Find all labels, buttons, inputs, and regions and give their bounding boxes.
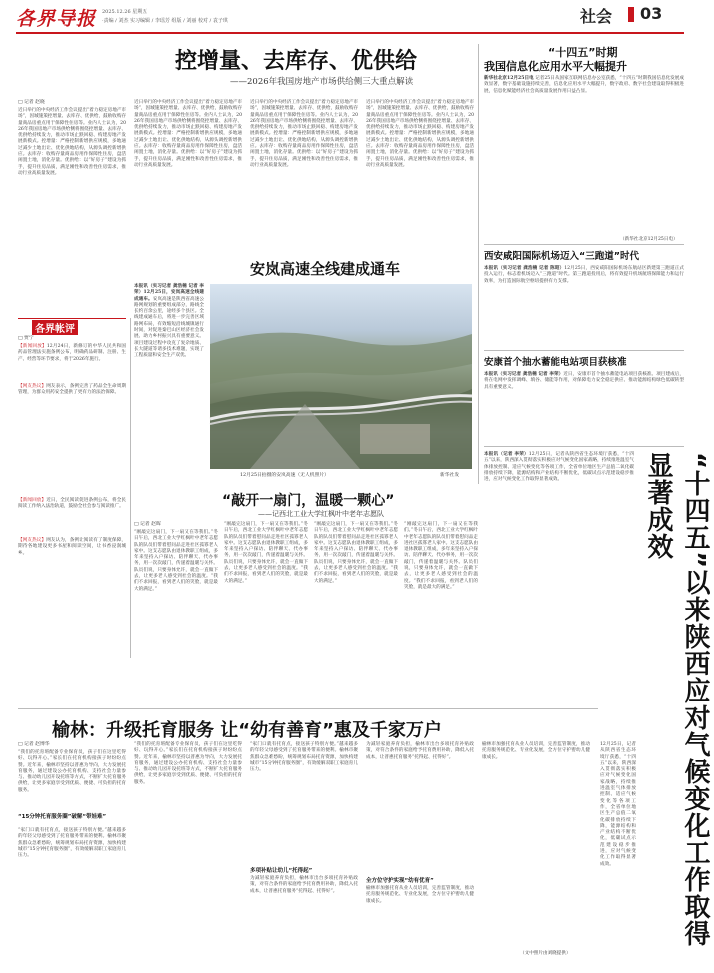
airport-rule — [484, 244, 684, 245]
community-byline: □ 记者 赵晖 — [134, 522, 161, 527]
climate-continued: 12月25日，记者从陕西省生态环境厅获悉，“十四五”以来，陕西深入贯彻落实积极应对气候变化国家战略，持续推进温室气体排放控制、适应气候变化等各项工作，全省单位地区生产总值二氧化碳排放持续下降，能源结构和产业结构不断优化，低碳试点示范建设稳步推进，应对气候变化工作取得显著成效。 — [600, 742, 636, 867]
community-subhead: ——记西北工业大学红枫叶中老年志愿队 — [258, 510, 384, 518]
column-box — [18, 318, 126, 713]
column-author: □ 贾宁 — [18, 336, 34, 341]
airport-title: 西安咸阳国际机场迈入“三跑道”时代 — [484, 251, 639, 262]
column-comment-2: 网友认为，条例让阅读有了制度保障，期待各地建设更多书屋和阅读空间，让书香浸润城乡。 — [18, 538, 126, 556]
page-header — [0, 0, 700, 42]
childcare-rule — [18, 708, 598, 709]
editor-credits: ·责编 / 刘杰 实习编辑 / 李瑶芳 组版 / 刘丽 校对 / 袁子琪 — [102, 18, 228, 24]
climate-vertical-title: “十四五”以来陕西应对气候变化工作取得显著成效 — [643, 452, 710, 948]
header-rule — [16, 32, 684, 34]
childcare-body-3: 为减轻家庭养育负担，榆林市出台多项托育补贴政策，对符合条件的家庭给予托育费用补助，降低入托成本，让普惠托育服务“托得起、托得好”。 — [250, 876, 358, 894]
column-tag-1: 【新闻回放】 — [18, 344, 47, 349]
climate-body — [484, 452, 634, 702]
column-comment-1: 网友表示，条例完善了药品全生命周期管理，为群众用药安全提供了更有力的法治保障。 — [18, 384, 126, 396]
column-label: 各界帐评 — [32, 320, 78, 335]
community-col4: “刚敲完这扇门，下一扇又在等我们。”冬日午后，西北工业大学红枫叶中老年志愿队的队员们带着慰问品走进社区孤寡老人家中。这支志愿队由退休教职工组成，多年来坚持入户探访、陪伴聊天、代办事务，用一次次敲门，传递着温暖与关怀。队员们说，只要身体允许，就会一直做下去，让更多老人感受到社会的温度。“我们不求回报，看到老人们的笑脸，就是最大的满足。” — [404, 522, 478, 590]
main-headline: 控增量、去库存、优供给 — [175, 49, 418, 74]
newspaper-logo: 各界导报 — [16, 8, 97, 30]
childcare-body: “我们的托育班配备专业保育员，孩子们在这里吃得好、玩得开心。”家长们在托育机构接孩子时纷纷点赞。近年来，榆林市坚持以普惠为导向，大力发展托育服务，通过建设公办托育机构、支持社会力量参与、推动幼儿园开设托班等方式，不断扩大托育服务供给，让更多家庭享受到优质、便捷、可负担的托育服务。 — [18, 750, 126, 793]
issue-date: 2025.12.26 星期五 — [102, 9, 148, 15]
right-rule — [478, 44, 479, 484]
section-divider — [628, 7, 634, 22]
power-text: 近日，安康市首个抽水蓄能电站项目获核准。项目建成后，将在电网中发挥调峰、填谷、储能等作用，对保障电力安全稳定供应、推动能源结构绿色低碳转型具有重要意义。 — [484, 372, 684, 390]
power-body — [484, 372, 684, 442]
page-number: 03 — [640, 4, 663, 23]
national-text: 记者25日从国家互联网信息办公室获悉，“十四五”时期我国信息化发展成效显著，数字基础设施持续完善，信息化应用水平大幅提升，数字政府、数字社会建设取得积极进展，信息化赋能经济社会高质量发展作用日益凸显。 — [484, 76, 684, 94]
national-title-small: “十四五”时期 — [548, 46, 618, 59]
childcare-body-2: “家门口就有托育点，接送孩子特别方便。”越来越多的年轻父母感受到了托育服务带来的便利。榆林市聚焦群众急难愁盼，统筹规划布局托育资源，加快构建城市“15分钟托育服务圈”，有效缓解双职工家庭育儿压力。 — [18, 828, 126, 859]
power-title: 安康首个抽水蓄能电站项目获核准 — [484, 357, 627, 368]
childcare-body-4: 榆林市加强托育从业人员培训，完善监管制度，推动托育服务规范化、专业化发展，全方位守护婴幼儿健康成长。 — [366, 886, 474, 904]
childcare-byline: □ 记者 赵博华 — [18, 742, 50, 747]
column-comment-tag-1: 【网友热议】 — [18, 384, 47, 389]
main-body-col3: 近日举行的中央经济工作会议提出“着力稳定房地产市场”，因城施策控增量、去库存、优供给，鼓励收购存量商品房重点用于保障性住房等。业内人士认为，2026年我国房地产市场供给侧将围绕控增量、去库存、优供给持续发力，推动市场止跌回稳、构建房地产发展新模式。控增量：严格控制新增供应规模，多地通过减少土地出让、优化供地结构，从源头调控新增供应。去库存：收购存量商品房用作保障性住房，盘活闲置土地，消化存量。优供给：以“好房子”建设为抓手，提升住房品质，满足刚性和改善性住房需求，推动行业高质量发展。 — [250, 100, 359, 168]
childcare-col4: 为减轻家庭养育负担，榆林市出台多项托育补贴政策，对符合条件的家庭给予托育费用补助，降低入托成本，让普惠托育服务“托得起、托得好”。 — [366, 742, 474, 760]
main-body-col1: 近日举行的中央经济工作会议提出“着力稳定房地产市场”，因城施策控增量、去库存、优供给，鼓励收购存量商品房重点用于保障性住房等。业内人士认为，2026年我国房地产市场供给侧将围绕控增量、去库存、优供给持续发力，推动市场止跌回稳、构建房地产发展新模式。控增量：严格控制新增供应规模，多地通过减少土地出让、优化供地结构，从源头调控新增供应。去库存：收购存量商品房用作保障性住房，盘活闲置土地，消化存量。优供给：以“好房子”建设为抓手，提升住房品质，满足刚性和改善性住房需求，推动行业高质量发展。 — [18, 108, 127, 176]
highway-photo-image — [210, 284, 472, 469]
childcare-col3: “家门口就有托育点，接送孩子特别方便。”越来越多的年轻父母感受到了托育服务带来的便利。榆林市聚焦群众急难愁盼，统筹规划布局托育资源，加快构建城市“15分钟托育服务圈”，有效缓解双职工家庭育儿压力。 — [250, 742, 358, 773]
climate-text: 12月25日，记者从陕西省生态环境厅获悉，“十四五”以来，陕西深入贯彻落实积极应对气候变化国家战略，持续推进温室气体排放控制、适应气候变化等各项工作，全省单位地区生产总值二氧化碳排放持续下降，能源结构和产业结构不断优化，低碳试点示范建设稳步推进，应对气候变化工作取得显著成效。 — [484, 452, 634, 483]
main-body-col2: 近日举行的中央经济工作会议提出“着力稳定房地产市场”，因城施策控增量、去库存、优供给，鼓励收购存量商品房重点用于保障性住房等。业内人士认为，2026年我国房地产市场供给侧将围绕控增量、去库存、优供给持续发力，推动市场止跌回稳、构建房地产发展新模式。控增量：严格控制新增供应规模，多地通过减少土地出让、优化供地结构，从源头调控新增供应。去库存：收购存量商品房用作保障性住房，盘活闲置土地，消化存量。优供给：以“好房子”建设为抓手，提升住房品质，满足刚性和改善性住房需求，推动行业高质量发展。 — [134, 100, 243, 168]
national-credit: （新华社北京12月25日电） — [620, 237, 678, 242]
highway-body — [134, 284, 204, 484]
main-subhead: ——2026年我国房地产市场供给侧三大重点解读 — [230, 77, 414, 87]
power-byline: 本报讯（实习记者 龚浩楠 记者 李荣） — [484, 372, 564, 377]
national-body — [484, 76, 684, 231]
column-comment-tag-2: 【网友热议】 — [18, 538, 47, 543]
column-para-1: 12月24日，新修订的中华人民共和国药品管理法实施条例公布，明确药品研制、注册、生产、经营等环节要求，将于2026年施行。 — [18, 344, 126, 362]
childcare-col5: 榆林市加强托育从业人员培训，完善监管制度，推动托育服务规范化、专业化发展，全方位守护婴幼儿健康成长。 — [482, 742, 590, 760]
power-rule — [484, 350, 684, 351]
airport-text: 12月25日，西安咸阳国际机场东航站区新建第三跑道正式投入运行，标志着机场迈入“三跑道”时代。第三跑道投用后，将有效提升机场航班保障能力和运行效率，为打造国际航空枢纽提供有力支撑。 — [484, 266, 684, 284]
highway-photo — [210, 284, 472, 469]
highway-caption: 12月25日拍摄的安岚高速（无人机照片） — [240, 473, 329, 478]
column-tag-2: 【新闻回放】 — [18, 498, 47, 503]
section-name: 社会 — [580, 7, 613, 26]
highway-byline: 本报讯（实习记者 龚浩楠 记者 李荣）12月25日，安岚高速全线建成通车。 — [134, 284, 204, 302]
community-col2: “刚敲完这扇门，下一扇又在等我们。”冬日午后，西北工业大学红枫叶中老年志愿队的队员们带着慰问品走进社区孤寡老人家中。这支志愿队由退休教职工组成，多年来坚持入户探访、陪伴聊天、代办事务，用一次次敲门，传递着温暖与关怀。队员们说，只要身体允许，就会一直做下去，让更多老人感受到社会的温度。“我们不求回报，看到老人们的笑脸，就是最大的满足。” — [224, 522, 308, 584]
airport-body — [484, 266, 684, 346]
national-dateline: 新华社北京12月25日电 — [484, 76, 534, 81]
childcare-subhead-2: 多项补贴让幼儿“托得起” — [250, 868, 313, 874]
main-byline: □ 记者 赵晓 — [18, 100, 45, 105]
national-title: 我国信息化应用水平大幅提升 — [484, 60, 627, 73]
highway-credit: 新华社发 — [440, 473, 460, 478]
childcare-col2: “我们的托育班配备专业保育员，孩子们在这里吃得好、玩得开心。”家长们在托育机构接孩子时纷纷点赞。近年来，榆林市坚持以普惠为导向，大力发展托育服务，通过建设公办托育机构、支持社会力量参与、推动幼儿园开设托班等方式，不断扩大托育服务供给，让更多家庭享受到优质、便捷、可负担的托育服务。 — [134, 742, 242, 785]
highway-title: 安岚高速全线建成通车 — [250, 260, 401, 278]
childcare-credit: （文中照片由刘晓提供） — [520, 951, 571, 956]
childcare-subhead-1: “15分钟托育服务圈”破解“带娃难” — [18, 814, 107, 820]
childcare-title: 榆林：升级托育服务 让“幼有善育”惠及千家万户 — [52, 720, 442, 741]
main-body-col4: 近日举行的中央经济工作会议提出“着力稳定房地产市场”，因城施策控增量、去库存、优供给，鼓励收购存量商品房重点用于保障性住房等。业内人士认为，2026年我国房地产市场供给侧将围绕控增量、去库存、优供给持续发力，推动市场止跌回稳、构建房地产发展新模式。控增量：严格控制新增供应规模，多地通过减少土地出让、优化供地结构，从源头调控新增供应。去库存：收购存量商品房用作保障性住房，盘活闲置土地，消化存量。优供给：以“好房子”建设为抓手，提升住房品质，满足刚性和改善性住房需求，推动行业高质量发展。 — [366, 100, 475, 168]
airport-byline: 本报讯（实习记者 龚浩楠 记者 陈昭） — [484, 266, 565, 271]
community-col1: “刚敲完这扇门，下一扇又在等我们。”冬日午后，西北工业大学红枫叶中老年志愿队的队员们带着慰问品走进社区孤寡老人家中。这支志愿队由退休教职工组成，多年来坚持入户探访、陪伴聊天、代办事务，用一次次敲门，传递着温暖与关怀。队员们说，只要身体允许，就会一直做下去，让更多老人感受到社会的温度。“我们不求回报，看到老人们的笑脸，就是最大的满足。” — [134, 530, 218, 592]
childcare-subhead-3: 全方位守护实现“幼有优育” — [366, 878, 434, 884]
highway-text: 安岚高速是陕西省高速公路网规划的重要组成部分，路线全长约百余公里，途经多个县区。全线建成通车后，将进一步完善区域路网布局，有效缩短沿线城镇通行时间，对促进秦巴山区经济社会发展、助力乡村振兴具有重要意义。项目建设过程中攻克了复杂地质、长大隧道等诸多技术难题，实现了工程质量和安全生产双优。 — [134, 296, 204, 359]
community-col3: “刚敲完这扇门，下一扇又在等我们。”冬日午后，西北工业大学红枫叶中老年志愿队的队员们带着慰问品走进社区孤寡老人家中。这支志愿队由退休教职工组成，多年来坚持入户探访、陪伴聊天、代办事务，用一次次敲门，传递着温暖与关怀。队员们说，只要身体允许，就会一直做下去，让更多老人感受到社会的温度。“我们不求回报，看到老人们的笑脸，就是最大的满足。” — [314, 522, 398, 584]
column-rule — [130, 318, 131, 658]
community-title: “敲开一扇门，温暖一颗心” — [222, 493, 395, 509]
column-para-2: 近日，全民阅读促进条例公布，将全民阅读工作纳入法治轨道，鼓励全社会参与阅读推广。 — [18, 498, 126, 510]
climate-byline: 本报讯（记者 李荣） — [484, 452, 529, 457]
climate-rule — [484, 446, 684, 447]
